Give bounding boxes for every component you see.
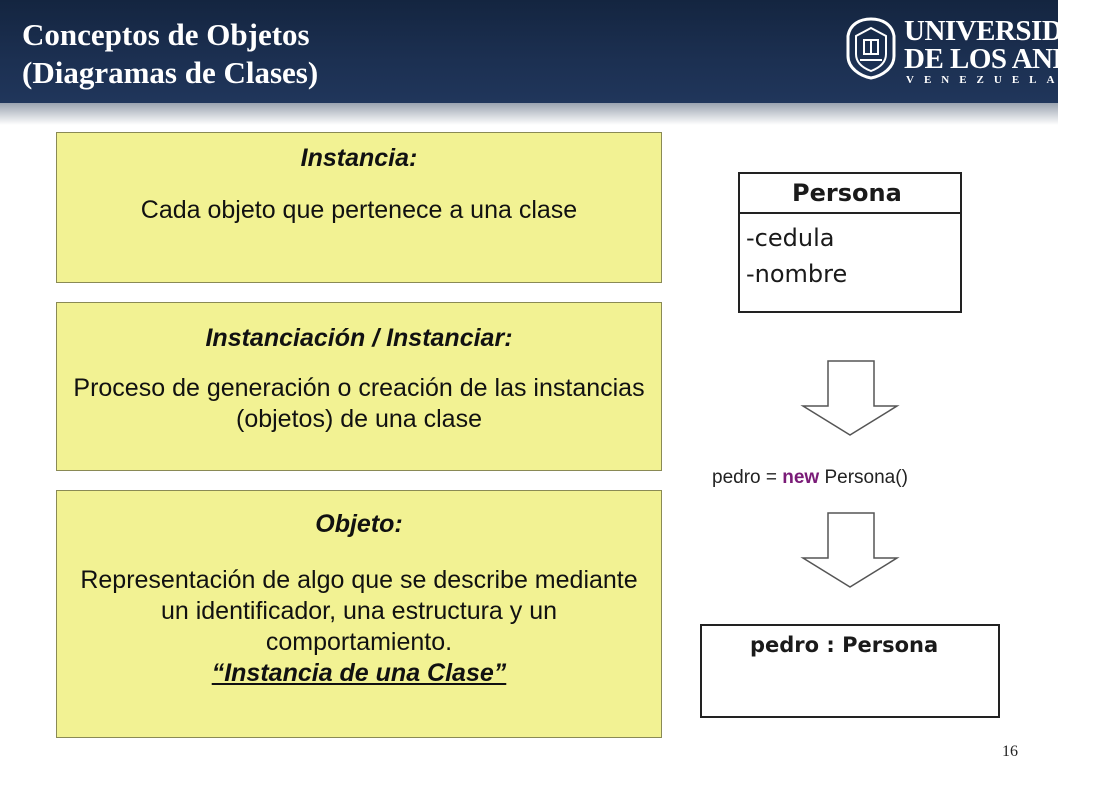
university-seal-icon [842, 16, 900, 80]
uml-attribute-list [740, 214, 960, 292]
slide-title [22, 16, 318, 92]
logo-text-venezuela: VENEZUELA [906, 74, 1065, 86]
code-before: pedro = [712, 467, 783, 488]
card-emphasis: “Instancia de una Clase” [211, 659, 507, 687]
uml-attribute: -cedula [746, 224, 835, 252]
title-line-2: (Diagramas de Clases) [22, 55, 319, 90]
slide-header [0, 0, 1108, 103]
code-after: Persona() [819, 467, 908, 488]
uml-object-box [700, 624, 1000, 718]
logo-text-de-los-andes: DE LOS ANDES [904, 43, 1108, 75]
card-body: Cada objeto que pertenece a una clase [140, 196, 578, 224]
university-logo [842, 12, 1108, 92]
definition-card-instancia [56, 132, 662, 283]
title-line-1: Conceptos de Objetos [22, 17, 310, 52]
page-number: 16 [1002, 743, 1018, 760]
instantiation-code [712, 466, 908, 490]
header-shadow [0, 103, 1058, 125]
card-body: Proceso de generación o creación de las instancias (objetos) de una clase [73, 374, 645, 433]
logo-text-universidad: UNIVERSIDAD [904, 15, 1104, 47]
uml-class-name: Persona [740, 174, 960, 214]
card-body: Representación de algo que se describe mediante un identificador, una estructura y un comportamiento. [80, 566, 638, 656]
down-arrow-icon [802, 512, 898, 588]
down-arrow-icon [802, 360, 898, 436]
uml-class-box [738, 172, 962, 313]
card-title: Objeto: [315, 510, 403, 538]
uml-attribute: -nombre [746, 260, 848, 288]
uml-object-label: pedro : Persona [750, 633, 939, 657]
code-keyword-new: new [782, 467, 820, 488]
card-title: Instancia: [300, 144, 418, 172]
card-title: Instanciación / Instanciar: [205, 324, 513, 352]
definition-card-instanciacion [56, 302, 662, 471]
definition-card-objeto [56, 490, 662, 738]
